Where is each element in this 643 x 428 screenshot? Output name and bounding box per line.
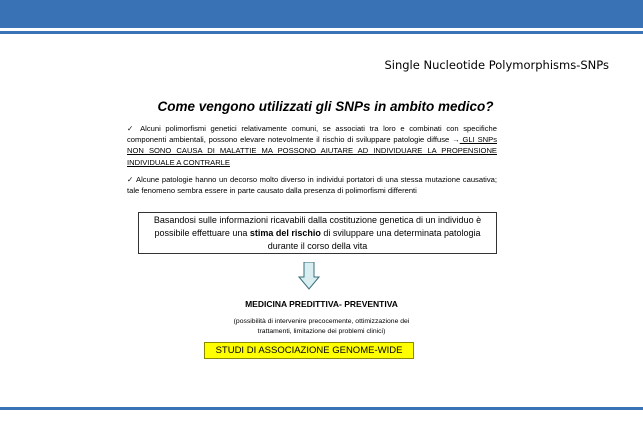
paragraph-2-text: Alcune patologie hanno un decorso molto diverso in individui portatori di una stessa mutazione causativa; tale fenomeno sembra essere in parte causato dalla presenza di polimorfismi differenti: [127, 175, 497, 196]
top-band: [0, 0, 643, 28]
studi-highlight: STUDI DI ASSOCIAZIONE GENOME-WIDE: [204, 342, 414, 359]
paragraph-2: [127, 174, 497, 196]
top-divider: [0, 31, 643, 34]
slide-heading: Come vengono utilizzati gli SNPs in ambito medico?: [157, 99, 494, 114]
possibilita-note: [0, 317, 643, 336]
check-icon: ✓: [127, 175, 134, 184]
paragraph-1-text: Alcuni polimorfismi genetici relativamente comuni, se associati tra loro e combinati con specifiche componenti ambientali, possono elevare notevolmente il rischio di sviluppare patologie diffuse: [127, 124, 497, 145]
bottom-divider: [0, 407, 643, 410]
slide-header-title: Single Nucleotide Polymorphisms-SNPs: [384, 58, 609, 72]
box-text-before: Basandosi sulle informazioni ricavabili dalla costituzione genetica di un individuo è possibile effettuare una: [153, 215, 482, 238]
box-text-bold: stima del rischio: [249, 228, 321, 238]
risk-estimate-box: [138, 212, 497, 254]
check-icon: ✓: [127, 124, 136, 133]
paragraph-1: [127, 123, 497, 168]
possibilita-line-2: trattamenti, limitazione dei problemi clinici): [257, 327, 386, 335]
box-text-after: di sviluppare una determinata patologia durante il corso della vita: [267, 228, 481, 251]
paragraph-1-emphasis: GLI SNPs NON SONO CAUSA DI MALATTIE MA POSSONO AIUTARE AD INDIVIDUARE LA PROPENSIONE INDIVIDUALE A CONTRARLE: [127, 135, 497, 167]
right-arrow-icon: →: [452, 135, 460, 145]
down-arrow-icon: [298, 262, 320, 290]
possibilita-line-1: (possibilità di intervenire precocemente, ottimizzazione dei: [233, 318, 410, 325]
medicina-heading: MEDICINA PREDITTIVA- PREVENTIVA: [245, 299, 398, 309]
